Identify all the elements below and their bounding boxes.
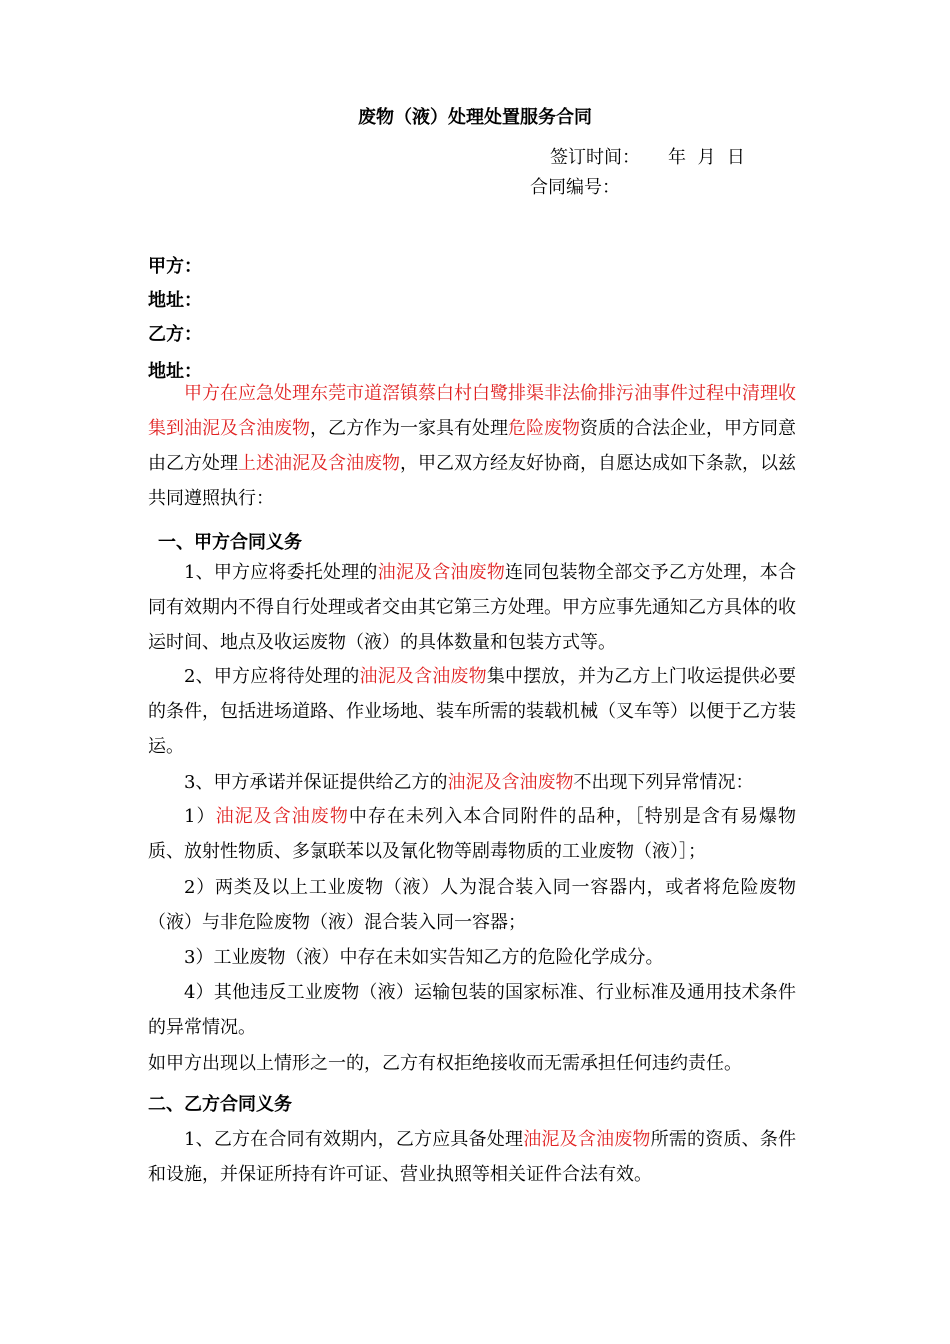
- highlight-text: 甲方在应急处理东莞市道滘镇蔡白村白鹭排渠非法偷排污油事件过程中清理收集到油泥及含油废物: [148, 383, 796, 439]
- sign-time-label: 签订时间：: [550, 147, 640, 168]
- body-text: 连同包装物全部交予乙方处理，本合同有效期内不得自行处理或者交由其它第三方处理。甲方应事先通知乙方具体的收运时间、地点及收运废物（液）的具体数量和包装方式等。: [148, 562, 797, 653]
- highlight-text: 油泥及含油废物: [377, 562, 506, 583]
- body-text: 3、甲方承诺并保证提供给乙方的: [184, 772, 448, 793]
- body-text: 中存在未列入本合同附件的品种，［特别是含有易爆物质、放射性物质、多氯联苯以及氰化物等剧毒物质的工业废物（液）］；: [148, 806, 797, 862]
- section-2-clause-1: [148, 1122, 796, 1192]
- party-a-label: 甲方：: [148, 256, 202, 277]
- intro-paragraph: [148, 376, 796, 516]
- body-text: 集中摆放，并为乙方上门收运提供必要的条件，包括进场道路、作业场地、装车所需的装载机械（叉车等）以便于乙方装运。: [148, 666, 797, 757]
- section-2-heading: 二、乙方合同义务: [148, 1094, 292, 1115]
- section-1-item-1: [148, 799, 796, 869]
- body-text: 所需的资质、条件和设施，并保证所持有许可证、营业执照等相关证件合法有效。: [148, 1129, 797, 1185]
- body-text: ，甲乙双方经友好协商，自愿达成如下条款，以兹共同遵照执行：: [148, 453, 796, 509]
- highlight-text: 油泥及含油废物: [523, 1129, 651, 1150]
- highlight-text: 危险废物: [508, 418, 580, 439]
- section-1-item-3: 3）工业废物（液）中存在未如实告知乙方的危险化学成分。: [184, 947, 664, 968]
- section-1-closing: 如甲方出现以上情形之一的，乙方有权拒绝接收而无需承担任何违约责任。: [148, 1053, 742, 1074]
- section-1-heading: 一、甲方合同义务: [158, 532, 302, 553]
- section-1-item-2: 2）两类及以上工业废物（液）人为混合装入同一容器内，或者将危险废物（液）与非危险废物（液）混合装入同一容器；: [148, 877, 796, 933]
- body-text: 1）: [184, 806, 216, 827]
- section-1-clause-3: [148, 765, 796, 800]
- party-b-address-label: 地址：: [148, 361, 202, 382]
- section-1-item-4: 4）其他违反工业废物（液）运输包装的国家标准、行业标准及通用技术条件的异常情况。: [148, 982, 796, 1038]
- highlight-text: 油泥及含油废物: [359, 666, 487, 687]
- body-text: 1、乙方在合同有效期内，乙方应具备处理: [184, 1129, 524, 1150]
- body-text: 2、甲方应将待处理的: [184, 666, 360, 687]
- body-text: 不出现下列异常情况：: [573, 772, 754, 793]
- body-text: 1、甲方应将委托处理的: [184, 562, 378, 583]
- highlight-text: 上述油泥及含油废物: [238, 453, 400, 474]
- section-1-clause-1: [148, 555, 796, 660]
- party-a-address-label: 地址：: [148, 290, 202, 311]
- body-text: 资质的合法企业，甲方同意由乙方处理: [148, 418, 796, 474]
- highlight-text: 油泥及含油废物: [215, 806, 349, 827]
- sign-date: 年 月 日: [668, 147, 745, 168]
- highlight-text: 油泥及含油废物: [447, 772, 574, 793]
- contract-no-label: 合同编号：: [530, 177, 620, 198]
- section-1-clause-2: [148, 659, 796, 764]
- body-text: ，乙方作为一家具有处理: [310, 418, 508, 439]
- document-title: 废物（液）处理处置服务合同: [358, 107, 592, 128]
- party-b-label: 乙方：: [148, 324, 202, 345]
